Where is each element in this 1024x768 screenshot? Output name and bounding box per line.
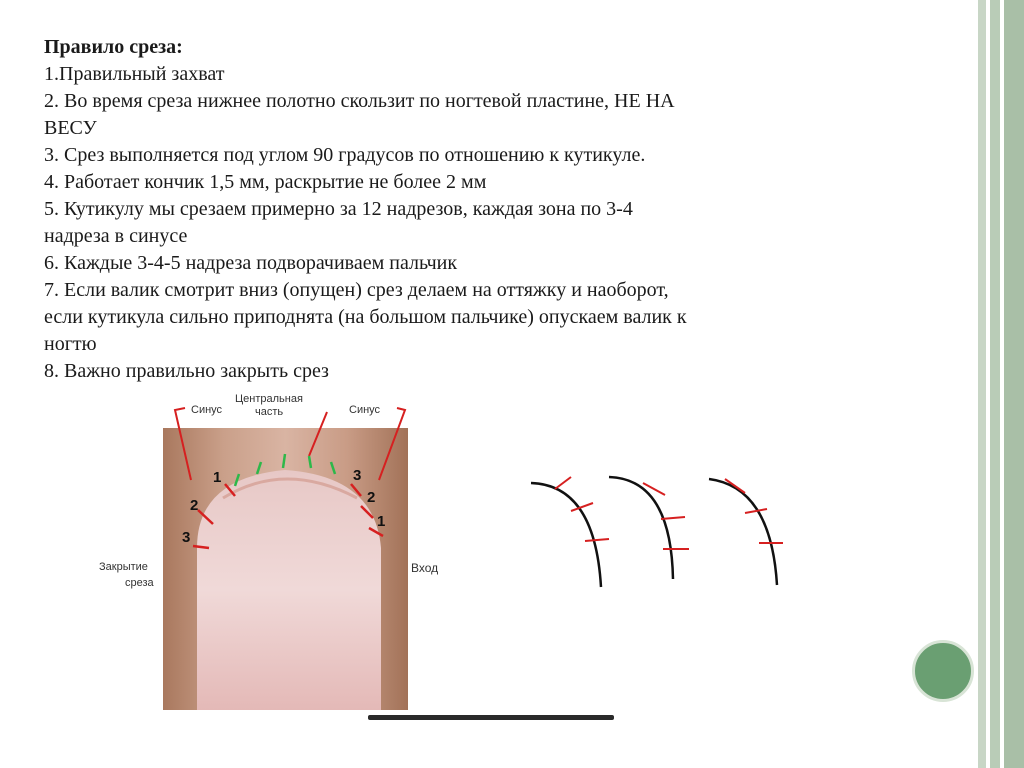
label-closing-line1: Закрытие bbox=[99, 561, 148, 573]
rule-line: если кутикула сильно приподнята (на большом пальчике) опускаем валик к bbox=[44, 306, 687, 328]
cut-number-left: 3 bbox=[182, 529, 191, 546]
rule-line: 8. Важно правильно закрыть срез bbox=[44, 360, 329, 382]
rule-line: ВЕСУ bbox=[44, 117, 97, 139]
slide-title: Правило среза: bbox=[44, 36, 183, 58]
cut-angle-schema bbox=[525, 465, 795, 595]
label-sinus-left: Синус bbox=[191, 404, 223, 416]
rule-line: надреза в синусе bbox=[44, 225, 188, 247]
label-center-line2: часть bbox=[255, 406, 284, 418]
rule-line: 1.Правильный захват bbox=[44, 63, 225, 85]
rule-line: 5. Кутикулу мы срезаем примерно за 12 надрезов, каждая зона по 3-4 bbox=[44, 198, 633, 220]
cut-mark bbox=[585, 539, 609, 541]
divider-bar bbox=[368, 715, 614, 720]
cut-number-right: 2 bbox=[367, 489, 376, 506]
label-closing-line2: среза bbox=[125, 577, 154, 589]
decorative-circle bbox=[912, 640, 974, 702]
cuticle-curve bbox=[609, 477, 673, 579]
cuticle-curve bbox=[531, 483, 601, 587]
cut-number-right: 3 bbox=[353, 467, 362, 484]
label-center-line1: Центральная bbox=[235, 393, 303, 405]
right-border-stripe bbox=[978, 0, 986, 768]
rule-line: ногтю bbox=[44, 333, 97, 355]
cuticle-curve bbox=[709, 479, 777, 585]
cut-number-left: 2 bbox=[190, 497, 199, 514]
rules-text bbox=[44, 34, 924, 385]
cut-mark bbox=[555, 477, 571, 489]
cut-mark bbox=[661, 517, 685, 519]
rule-line: 3. Срез выполняется под углом 90 градусов по отношению к кутикуле. bbox=[44, 144, 646, 166]
rule-line: 2. Во время среза нижнее полотно скользит по ногтевой пластине, НЕ НА bbox=[44, 90, 675, 112]
label-sinus-right: Синус bbox=[349, 404, 381, 416]
rule-line: 6. Каждые 3-4-5 надреза подворачиваем пальчик bbox=[44, 252, 458, 274]
label-entry: Вход bbox=[411, 561, 439, 575]
rule-line: 4. Работает кончик 1,5 мм, раскрытие не более 2 мм bbox=[44, 171, 487, 193]
right-border-stripe bbox=[990, 0, 1000, 768]
rule-line: 7. Если валик смотрит вниз (опущен) срез делаем на оттяжку и наоборот, bbox=[44, 279, 669, 301]
nail-photo-diagram bbox=[95, 388, 455, 713]
cut-number-right: 1 bbox=[377, 513, 386, 530]
nail-plate bbox=[197, 470, 381, 710]
cut-mark bbox=[725, 479, 745, 493]
cut-mark bbox=[571, 503, 593, 511]
cut-number-left: 1 bbox=[213, 469, 222, 486]
right-border-stripe bbox=[1004, 0, 1024, 768]
